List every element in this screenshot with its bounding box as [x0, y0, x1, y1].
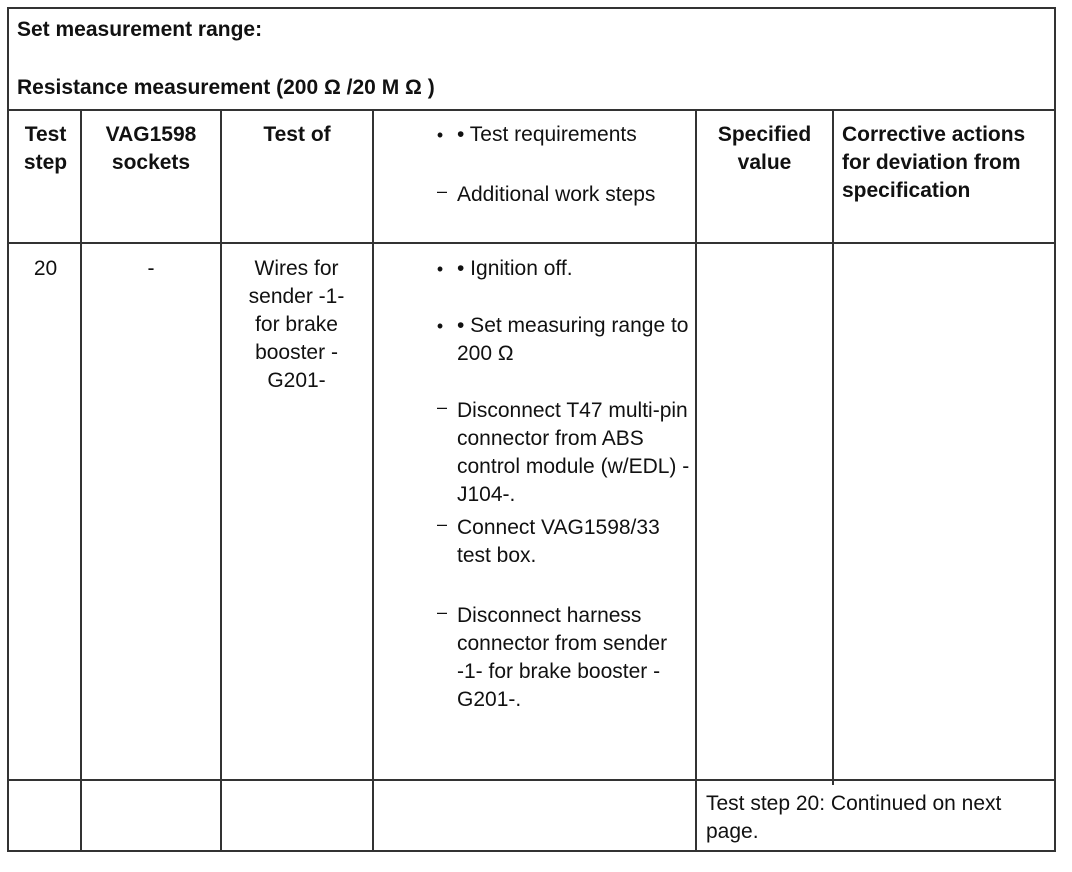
bullet-icon: •: [436, 316, 444, 336]
column-divider: [220, 111, 222, 852]
bullet-icon: •: [436, 125, 444, 145]
bullet-icon: •: [436, 259, 444, 279]
list-item: • • Ignition off.: [429, 255, 691, 283]
header-test-requirements: • • Test requirements: [429, 121, 691, 149]
row-divider: [9, 779, 1054, 781]
dash-icon: –: [436, 397, 447, 417]
header-title: Set measurement range:: [17, 18, 263, 41]
measurement-range-header: [9, 9, 1054, 111]
column-divider: [695, 111, 697, 852]
header-corrective-actions: Corrective actions for deviation from specification: [842, 123, 1026, 202]
header-additional-steps: – Additional work steps: [429, 181, 691, 209]
column-divider: [80, 111, 82, 852]
dash-icon: –: [436, 514, 447, 534]
list-item: – Disconnect T47 multi-pin connector from ABS control module (w/EDL) -J104-.: [429, 397, 691, 509]
dash-icon: –: [436, 181, 447, 201]
column-divider: [372, 111, 374, 852]
header-test-step: Test step: [23, 123, 68, 174]
header-test-of: Test of: [263, 123, 331, 146]
cell-test-step: 20: [33, 257, 58, 280]
dash-icon: –: [436, 602, 447, 622]
list-item: – Disconnect harness connector from sender -1- for brake booster -G201-.: [429, 602, 691, 714]
header-requirements: [429, 121, 691, 209]
header-sockets: VAG1598 sockets: [105, 123, 197, 174]
test-procedure-table: [7, 7, 1056, 852]
header-subtitle: Resistance measurement (200 Ω /20 M Ω ): [17, 76, 435, 99]
header-specified-value: Specified value: [717, 123, 812, 174]
cell-sockets: -: [147, 257, 155, 280]
list-item: • • Set measuring range to 200 Ω: [429, 312, 691, 368]
continuation-note: Test step 20: Continued on next page.: [706, 792, 1002, 843]
list-item: – Connect VAG1598/33 test box.: [429, 514, 691, 570]
row-divider: [9, 242, 1054, 244]
column-divider: [832, 111, 834, 785]
cell-test-of: Wires for sender -1- for brake booster -G201-: [248, 257, 345, 392]
cell-requirements: [429, 255, 691, 714]
